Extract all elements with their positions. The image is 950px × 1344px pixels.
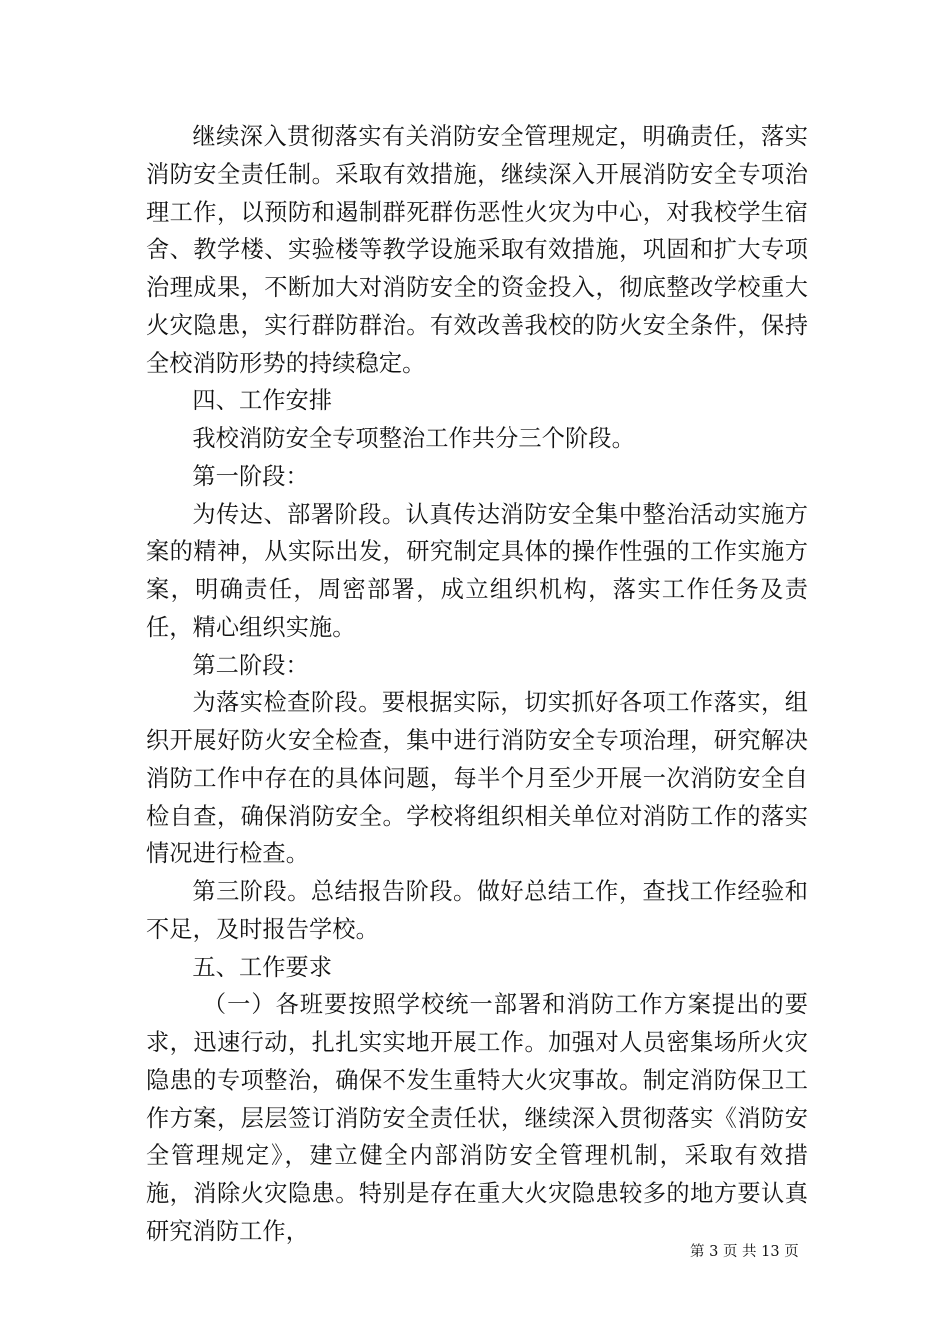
paragraph-stage-one: 为传达、部署阶段。认真传达消防安全集中整治活动实施方案的精神，从实际出发，研究制定具体的操作性强的工作实施方案，明确责任，周密部署，成立组织机构，落实工作任务及责任，精心组织实施。 [146, 500, 808, 641]
section-heading-work-arrangement: 四、工作安排 [192, 387, 333, 415]
paragraph-stage-two: 为落实检查阶段。要根据实际，切实抓好各项工作落实，组织开展好防火安全检查，集中进行消防安全专项治理，研究解决消防工作中存在的具体问题，每半个月至少开展一次消防安全自检自查，确保消防安全。学校将组织相关单位对消防工作的落实情况进行检查。 [146, 689, 808, 868]
document-body [146, 118, 808, 1251]
stage-two-heading: 第二阶段： [192, 651, 309, 679]
paragraph-stage-three: 第三阶段。总结报告阶段。做好总结工作，查找工作经验和不足，及时报告学校。 [146, 878, 808, 943]
section-heading-work-requirements: 五、工作要求 [192, 953, 333, 981]
page-number-footer: 第 3 页 共 13 页 [690, 1244, 799, 1260]
stage-one-heading: 第一阶段： [192, 462, 309, 490]
paragraph-three-stages: 我校消防安全专项整治工作共分三个阶段。 [192, 425, 635, 452]
paragraph-safety-responsibility: 继续深入贯彻落实有关消防安全管理规定，明确责任，落实消防安全责任制。采取有效措施，继续深入开展消防安全专项治理工作，以预防和遏制群死群伤恶性火灾为中心，对我校学生宿舍、教学楼、实验楼等教学设施采取有效措施，巩固和扩大专项治理成果，不断加大对消防安全的资金投入，彻底整改学校重大火灾隐患，实行群防群治。有效改善我校的防火安全条件，保持全校消防形势的持续稳定。 [146, 123, 808, 377]
paragraph-requirement-one: （一）各班要按照学校统一部署和消防工作方案提出的要求，迅速行动，扎扎实实地开展工作。加强对人员密集场所火灾隐患的专项整治，确保不发生重特大火灾事故。制定消防保卫工作方案，层层签订消防安全责任状，继续深入贯彻落实《消防安全管理规定》，建立健全内部消防安全管理机制，采取有效措施，消除火灾隐患。特别是存在重大火灾隐患较多的地方要认真研究消防工作， [146, 991, 808, 1245]
